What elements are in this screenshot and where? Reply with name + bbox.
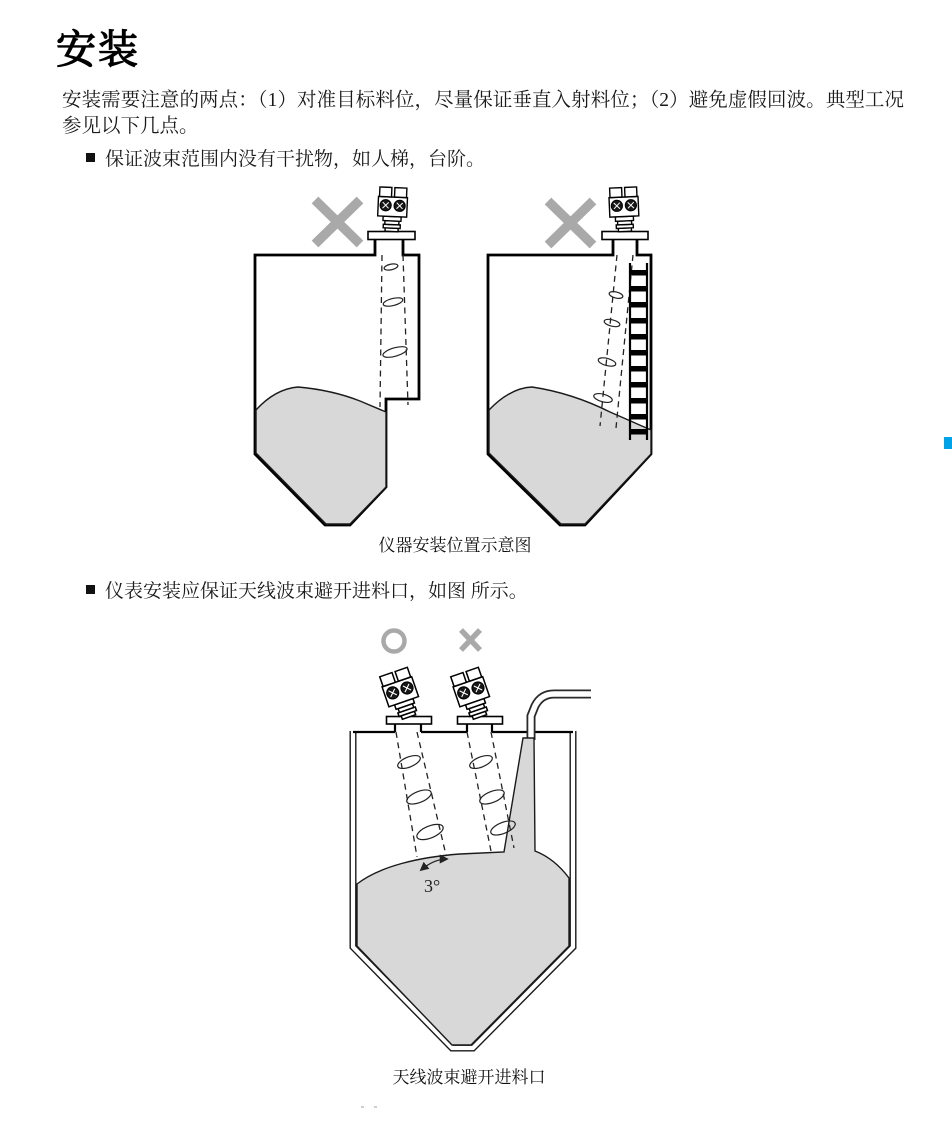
print-artifact-dot <box>374 1106 377 1108</box>
silo-with-inlet <box>353 630 591 1048</box>
page-title: 安装 <box>56 27 140 72</box>
bullet-item-2 <box>86 581 528 603</box>
material-pile-and-stream <box>357 738 569 1045</box>
intro-paragraph: 安装需要注意的两点：（1）对准目标料位，尽量保证垂直入射料位；（2）避免虚假回波。典型工况参见以下几点。 <box>62 90 904 137</box>
beam-wavefronts-left <box>396 753 445 843</box>
radar-sensor <box>609 187 640 232</box>
bullet-2-label: 仪表安装应保证天线波束避开进料口，如图 所示。 <box>105 581 528 602</box>
silo-right <box>488 187 651 525</box>
silo-left <box>255 187 419 525</box>
mounting-flange <box>368 232 415 240</box>
mounting-flange <box>602 232 648 240</box>
wrong-x-icon <box>315 200 360 244</box>
radar-sensor <box>377 187 408 232</box>
figure1-caption: 仪器安装位置示意图 <box>378 536 532 555</box>
material-pile <box>256 387 386 524</box>
ok-circle-icon <box>384 631 405 652</box>
wrong-x-icon <box>548 201 593 245</box>
sidebar-bookmark-tab[interactable] <box>944 437 952 449</box>
bullet-1-label: 保证波束范围内没有干扰物，如人梯，台阶。 <box>105 149 486 170</box>
figure2-caption: 天线波束避开进料口 <box>392 1068 546 1087</box>
radar-sensor-right <box>450 667 495 722</box>
wrong-x-icon <box>461 630 480 650</box>
radar-beam-left <box>396 732 446 857</box>
figure1-installation-position-diagram <box>230 180 700 540</box>
print-artifact-dot <box>361 1106 364 1108</box>
bullet-square-icon <box>86 585 95 594</box>
bullet-item-1 <box>86 149 485 171</box>
angle-label: 3° <box>424 876 441 896</box>
bullet-square-icon <box>86 153 95 162</box>
radar-sensor-left <box>379 667 424 722</box>
figure2-avoid-inlet-diagram <box>330 615 640 1060</box>
